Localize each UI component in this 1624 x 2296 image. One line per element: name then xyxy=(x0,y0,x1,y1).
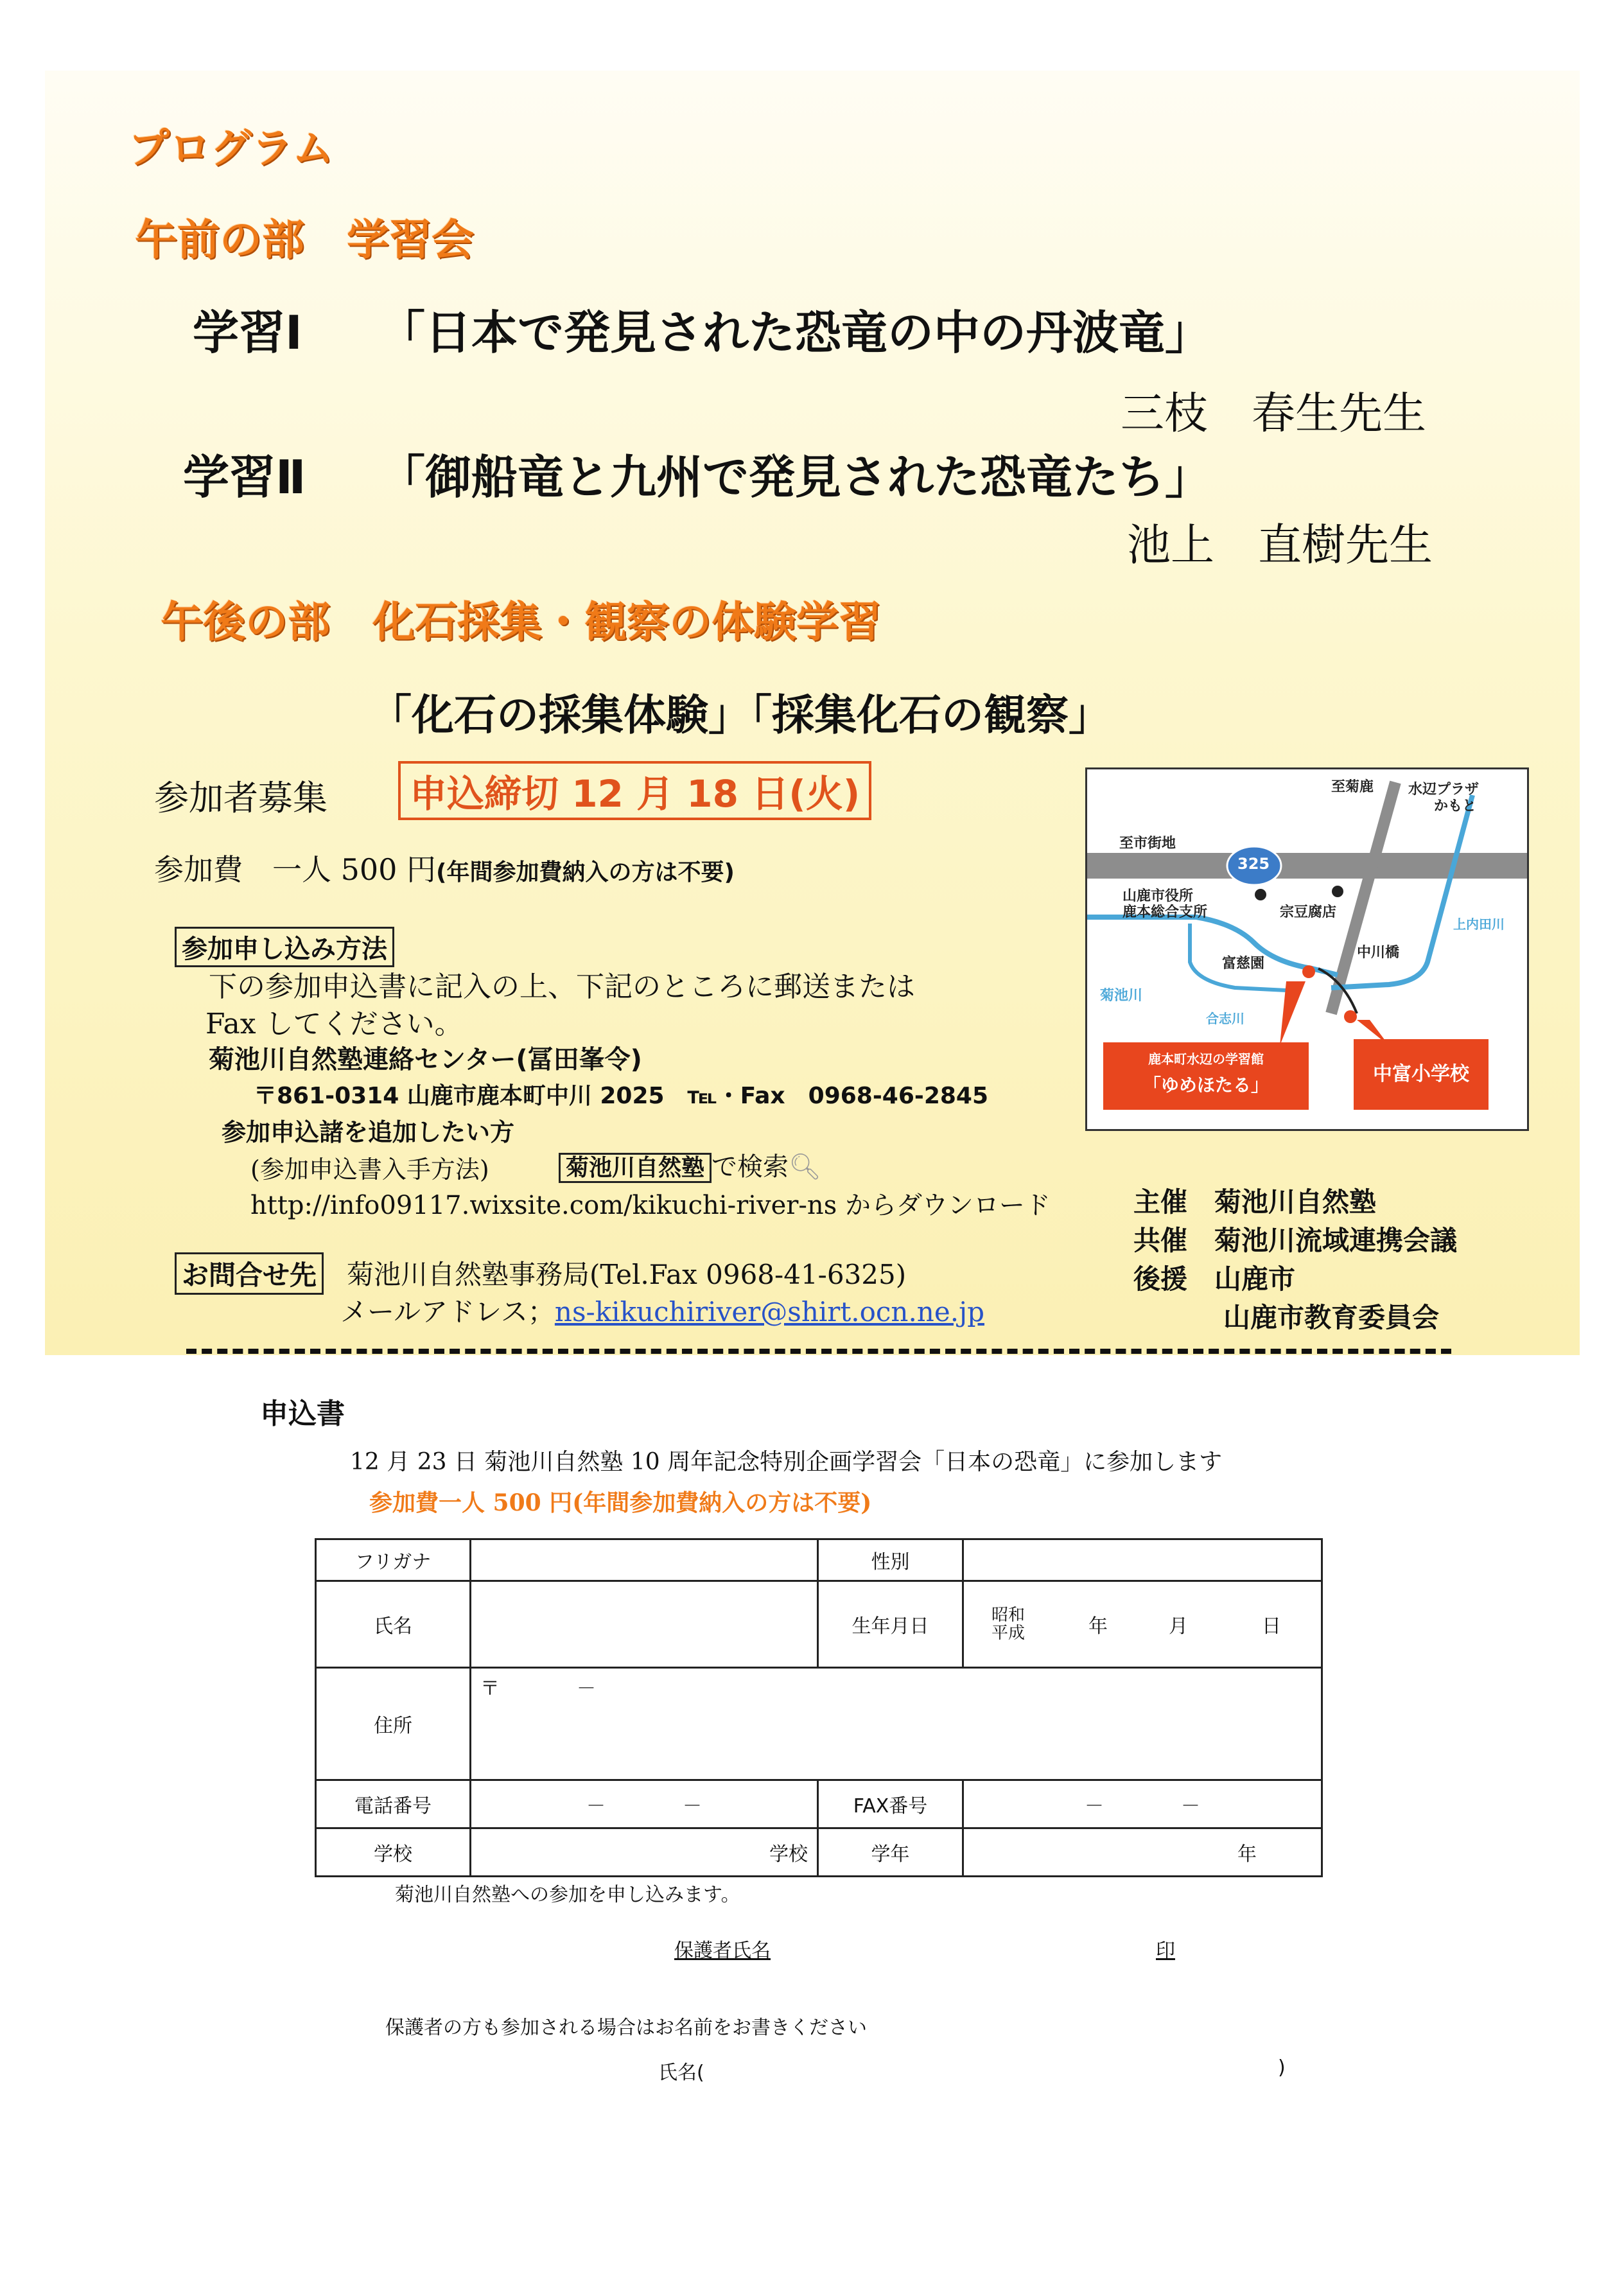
application-table xyxy=(315,1538,1323,1877)
magnifier-icon: 🔍︎ xyxy=(789,1152,821,1182)
contact-label: お問合せ先 xyxy=(175,1252,324,1295)
mail-link[interactable]: ns-kikuchiriver@shirt.ocn.ne.jp xyxy=(554,1296,984,1328)
day-label: 日 xyxy=(1262,1615,1281,1638)
birthday-label: 生年月日 xyxy=(818,1581,963,1668)
guardian-name-open[interactable]: 氏名( xyxy=(658,2062,704,2084)
name-field[interactable] xyxy=(471,1581,818,1668)
furigana-label: フリガナ xyxy=(316,1539,471,1581)
form-intro: 12 月 23 日 菊池川自然塾 10 周年記念特別企画学習会「日本の恐竜」に参加します xyxy=(350,1449,1223,1475)
form-title: 申込書 xyxy=(260,1398,345,1430)
extra-heading: 参加申込諸を追加したい方 xyxy=(222,1118,515,1146)
study1-title: 「日本で発見された恐竜の中の丹波竜」 xyxy=(379,306,1212,360)
month-label: 月 xyxy=(1169,1615,1188,1638)
study2-teacher: 池上 直樹先生 xyxy=(1127,520,1433,571)
grade-label: 学年 xyxy=(818,1828,963,1877)
yumehotaru-dot xyxy=(1302,965,1315,978)
support1: 山鹿市 xyxy=(1214,1263,1296,1295)
morning-heading: 午前の部 学習会 xyxy=(135,215,474,265)
facility-line2: 「ゆめほたる」 xyxy=(1142,1074,1269,1096)
era-heisei: 平成 xyxy=(991,1624,1025,1643)
form-fee: 参加費一人 500 円(年間参加費納入の方は不要) xyxy=(369,1489,872,1516)
fee-label: 参加費 一人 500 円 xyxy=(154,852,437,887)
seal-label: 印 xyxy=(1156,1940,1175,1962)
school-label: 学校 xyxy=(316,1828,471,1877)
guardian-label: 保護者氏名 xyxy=(674,1940,771,1962)
tofu-dot xyxy=(1332,886,1343,897)
postal-mark: 〒 － xyxy=(480,1678,596,1700)
school-box: 中富小学校 xyxy=(1354,1039,1489,1110)
study1-label: 学習Ⅰ xyxy=(193,306,302,360)
deadline-box: 申込締切 12 月 18 日(火) xyxy=(398,761,871,820)
cohost: 菊池川流域連携会議 xyxy=(1214,1225,1458,1256)
fee-note: (年間参加費納入の方は不要) xyxy=(436,859,735,886)
guardian-signature-line[interactable] xyxy=(674,1934,1252,1963)
recruit-label: 参加者募集 xyxy=(154,778,327,818)
phone-field[interactable]: － － xyxy=(471,1780,818,1828)
search-word-box: 菊池川自然塾 xyxy=(559,1153,712,1183)
cohost-label: 共催 xyxy=(1133,1225,1188,1256)
map-to-kikuka: 至菊鹿 xyxy=(1331,779,1374,795)
fee-line xyxy=(154,846,735,889)
fax-field[interactable]: － － xyxy=(963,1780,1322,1828)
mail-line xyxy=(340,1291,984,1329)
route-number: 325 xyxy=(1237,855,1270,873)
map-goshi-river: 合志川 xyxy=(1206,1011,1244,1026)
birthday-field[interactable] xyxy=(963,1581,1322,1668)
apply-address: 〒861-0314 山鹿市鹿本町中川 2025 ℡・Fax 0968-46-2845 xyxy=(254,1083,989,1109)
apply-line1: 下の参加申込書に記入の上、下記のところに郵送または xyxy=(209,970,915,1003)
cut-line xyxy=(186,1349,1451,1354)
map-kikuchi-river: 菊池川 xyxy=(1100,988,1143,1004)
map-plaza1: 水辺プラザ xyxy=(1408,782,1480,798)
map-tofu: 宗豆腐店 xyxy=(1280,904,1337,920)
main-road xyxy=(1087,853,1527,879)
grade-field[interactable] xyxy=(963,1828,1322,1877)
guardian-note: 保護者の方も参加される場合はお名前をお書きください xyxy=(385,2017,867,2039)
apply-statement: 菊池川自然塾への参加を申し込みます。 xyxy=(395,1884,740,1906)
support-label: 後援 xyxy=(1133,1263,1188,1295)
host: 菊池川自然塾 xyxy=(1214,1186,1377,1218)
era-showa: 昭和 xyxy=(991,1606,1025,1625)
address-label: 住所 xyxy=(316,1668,471,1780)
map-nakagawa-bridge: 中川橋 xyxy=(1357,945,1400,961)
map-city-office1: 山鹿市役所 xyxy=(1122,888,1194,904)
map-city-office2: 鹿本総合支所 xyxy=(1122,904,1208,920)
map-kamiuchida: 上内田川 xyxy=(1453,916,1505,932)
map-tomiji: 富慈園 xyxy=(1222,956,1265,972)
map-plaza2: かもと xyxy=(1434,798,1477,814)
phone-label: 電話番号 xyxy=(316,1780,471,1828)
yumehotaru-box xyxy=(1103,1042,1309,1110)
program-heading: プログラム xyxy=(128,125,334,173)
study2-label: 学習Ⅱ xyxy=(183,450,306,504)
school-suffix: 学校 xyxy=(769,1843,808,1866)
apply-heading: 参加申し込み方法 xyxy=(175,927,394,967)
furigana-field[interactable] xyxy=(471,1539,818,1581)
school-dot xyxy=(1344,1010,1357,1023)
afternoon-subtitle: 「化石の採集体験」「採集化石の観察」 xyxy=(369,690,1111,740)
kikuchi-river-line xyxy=(1087,917,1338,975)
extra-method: (参加申込書入手方法) xyxy=(250,1155,489,1184)
year-label: 年 xyxy=(1088,1615,1108,1638)
organizers xyxy=(1133,1183,1457,1337)
school-field[interactable] xyxy=(471,1828,818,1877)
mail-label: メールアドレス； xyxy=(340,1296,555,1328)
apply-center: 菊池川自然塾連絡センター(冨田峯令) xyxy=(209,1045,642,1074)
apply-line2: Fax してください。 xyxy=(205,1008,463,1040)
facility-line1: 鹿本町水辺の学習館 xyxy=(1148,1051,1264,1067)
support2: 山鹿市教育委員会 xyxy=(1223,1302,1440,1333)
download-url[interactable]: http://info09117.wixsite.com/kikuchi-river-ns からダウンロード xyxy=(250,1191,1051,1220)
study2-title: 「御船竜と九州で発見された恐竜たち」 xyxy=(379,450,1212,504)
contact-office: 菊池川自然塾事務局(Tel.Fax 0968-41-6325) xyxy=(347,1259,907,1290)
gender-field[interactable] xyxy=(963,1539,1322,1581)
gender-label: 性別 xyxy=(818,1539,963,1581)
fax-label: FAX番号 xyxy=(818,1780,963,1828)
kamiuchida-river xyxy=(1331,795,1472,988)
search-suffix: で検索 xyxy=(712,1152,789,1182)
study1-teacher: 三枝 春生先生 xyxy=(1121,389,1427,439)
afternoon-heading: 午後の部 化石採集・観察の体験学習 xyxy=(161,597,881,647)
access-map xyxy=(1085,767,1529,1131)
map-to-city: 至市街地 xyxy=(1119,836,1176,852)
name-label: 氏名 xyxy=(316,1581,471,1668)
host-label: 主催 xyxy=(1133,1186,1188,1218)
side-road xyxy=(1331,782,1395,1013)
search-line xyxy=(559,1146,821,1183)
city-office-dot xyxy=(1255,889,1266,900)
guardian-name-close: ) xyxy=(1278,2056,1286,2079)
grade-suffix: 年 xyxy=(1237,1843,1257,1866)
address-field[interactable] xyxy=(471,1668,1322,1780)
